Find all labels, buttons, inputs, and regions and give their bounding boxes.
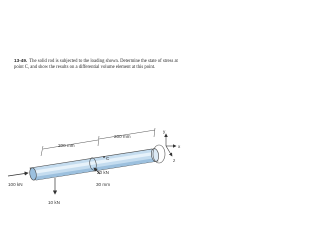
axis-x-label: x — [178, 144, 181, 149]
axial-force-label: 100 kN — [8, 182, 23, 187]
axial-force-arrow — [8, 173, 28, 176]
dimension-left-label: 200 mm — [58, 143, 75, 148]
side-force-label: 20 kN — [97, 170, 110, 175]
point-c-label: C — [106, 156, 110, 161]
problem-number: 13-49. — [14, 58, 28, 63]
point-c-marker — [103, 156, 105, 158]
axis-y-label: y — [163, 129, 166, 134]
dimension-right-label: 200 mm — [114, 134, 131, 139]
problem-text: The solid rod is subjected to the loading shown. Determine the state of stress at point C, and show the results on a differential volume element at this point. — [14, 59, 178, 71]
rod-body — [29, 149, 158, 181]
axis-z-label: z — [173, 158, 176, 163]
downward-force-label: 10 kN — [48, 200, 61, 205]
coordinate-axes — [166, 134, 176, 156]
diameter-label: 30 mm — [96, 182, 111, 187]
